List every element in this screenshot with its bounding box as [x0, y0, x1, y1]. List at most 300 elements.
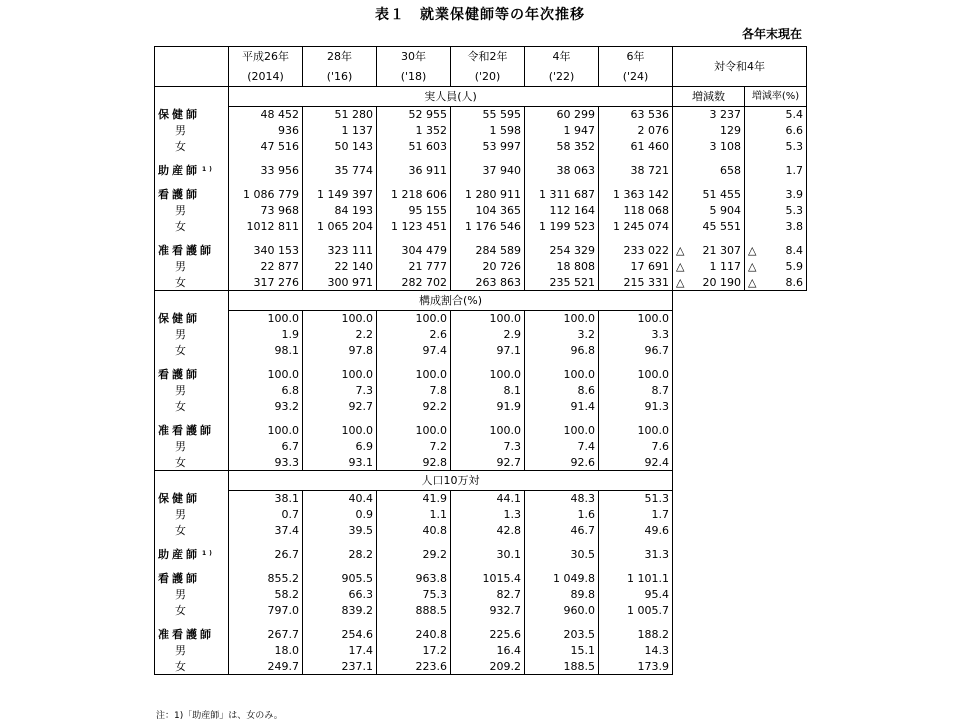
spacer-row	[155, 619, 807, 627]
spacer-cell	[599, 563, 673, 571]
table-row	[155, 343, 807, 359]
value-cell: 855.2	[229, 571, 303, 587]
value-cell: 55 595	[451, 107, 525, 123]
table-row	[155, 383, 807, 399]
spacer-cell	[303, 619, 377, 627]
value-cell: 104 365	[451, 203, 525, 219]
rate-value: 6.6	[785, 124, 803, 137]
year-sub-header: ('18)	[377, 67, 451, 87]
rate-value: 5.9	[785, 260, 803, 273]
year-sub-header: ('22)	[525, 67, 599, 87]
diff-value: 129	[720, 124, 741, 137]
year-header: 6年	[599, 47, 673, 67]
decrease-mark: △	[676, 260, 685, 273]
value-cell: 888.5	[377, 603, 451, 619]
spacer-cell	[303, 563, 377, 571]
table-row	[155, 163, 807, 179]
value-cell: 38 063	[525, 163, 599, 179]
value-cell: 31.3	[599, 547, 673, 563]
value-cell: 100.0	[229, 423, 303, 439]
spacer-cell	[303, 359, 377, 367]
value-cell: 39.5	[303, 523, 377, 539]
value-cell: 1 086 779	[229, 187, 303, 203]
value-cell: 40.8	[377, 523, 451, 539]
value-cell: 100.0	[599, 311, 673, 327]
value-cell: 300 971	[303, 275, 377, 291]
value-cell: 92.2	[377, 399, 451, 415]
value-cell: 100.0	[451, 311, 525, 327]
table-row	[155, 507, 807, 523]
value-cell: 203.5	[525, 627, 599, 643]
decrease-mark: △	[748, 260, 757, 273]
year-header: 令和2年	[451, 47, 525, 67]
diff-value: 51 455	[702, 188, 741, 201]
value-cell: 7.2	[377, 439, 451, 455]
section-title: 実人員(人)	[229, 87, 673, 107]
table-title: 表１ 就業保健師等の年次推移	[375, 7, 585, 23]
spacer-cell	[377, 619, 451, 627]
spacer-cell	[451, 563, 525, 571]
value-cell: 235 521	[525, 275, 599, 291]
row-label-text: 男	[175, 588, 186, 601]
table-row	[155, 603, 807, 619]
value-cell: 225.6	[451, 627, 525, 643]
row-label	[155, 311, 229, 327]
value-cell: 22 140	[303, 259, 377, 275]
diff-cell	[673, 219, 745, 235]
value-cell: 41.9	[377, 491, 451, 507]
spacer-cell	[155, 563, 229, 571]
value-cell: 2.9	[451, 327, 525, 343]
spacer-cell	[451, 359, 525, 367]
year-header: 28年	[303, 47, 377, 67]
rate-cell	[745, 139, 807, 155]
value-cell: 2.6	[377, 327, 451, 343]
value-cell: 52 955	[377, 107, 451, 123]
rate-cell	[745, 163, 807, 179]
footnote-marker: 1)	[202, 166, 215, 173]
value-cell: 92.7	[303, 399, 377, 415]
value-cell: 960.0	[525, 603, 599, 619]
diff-cell	[673, 203, 745, 219]
spacer-cell	[745, 179, 807, 187]
value-cell: 112 164	[525, 203, 599, 219]
value-cell: 44.1	[451, 491, 525, 507]
table-row	[155, 439, 807, 455]
spacer-cell	[525, 359, 599, 367]
row-label	[155, 367, 229, 383]
table-row	[155, 523, 807, 539]
row-label-text: 女	[175, 604, 186, 617]
value-cell: 1 123 451	[377, 219, 451, 235]
value-cell: 1.3	[451, 507, 525, 523]
row-label-text: 男	[175, 260, 186, 273]
table-row	[155, 643, 807, 659]
diff-value: 45 551	[702, 220, 741, 233]
value-cell: 92.8	[377, 455, 451, 471]
table-row	[155, 399, 807, 415]
diff-value: 3 237	[709, 108, 741, 122]
value-cell: 48 452	[229, 107, 303, 123]
value-cell: 26.7	[229, 547, 303, 563]
decrease-mark: △	[676, 275, 685, 289]
spacer-cell	[525, 619, 599, 627]
rate-value: 3.8	[785, 220, 803, 233]
value-cell: 237.1	[303, 659, 377, 675]
value-cell: 0.9	[303, 507, 377, 523]
value-cell: 22 877	[229, 259, 303, 275]
value-cell: 93.2	[229, 399, 303, 415]
value-cell: 1 101.1	[599, 571, 673, 587]
value-cell: 15.1	[525, 643, 599, 659]
compare-header: 対令和4年	[673, 47, 807, 87]
row-label	[155, 243, 229, 259]
spacer-cell	[155, 415, 229, 423]
row-label	[155, 383, 229, 399]
value-cell: 36 911	[377, 163, 451, 179]
value-cell: 6.9	[303, 439, 377, 455]
spacer-cell	[303, 235, 377, 243]
value-cell: 7.3	[303, 383, 377, 399]
row-label-text: 女	[175, 220, 186, 233]
diff-value: 3 108	[709, 140, 741, 153]
value-cell: 95 155	[377, 203, 451, 219]
row-label-text: 女	[175, 275, 186, 289]
spacer-cell	[599, 539, 673, 547]
value-cell: 100.0	[525, 311, 599, 327]
value-cell: 8.7	[599, 383, 673, 399]
value-cell: 282 702	[377, 275, 451, 291]
value-cell: 6.7	[229, 439, 303, 455]
section-title-row	[155, 291, 807, 311]
row-label-text: 女	[175, 140, 186, 153]
table-row	[155, 107, 807, 123]
row-label	[155, 603, 229, 619]
value-cell: 1012 811	[229, 219, 303, 235]
value-cell: 188.2	[599, 627, 673, 643]
spacer-cell	[377, 235, 451, 243]
spacer-cell	[525, 155, 599, 163]
value-cell: 75.3	[377, 587, 451, 603]
row-label	[155, 399, 229, 415]
diff-cell	[673, 163, 745, 179]
row-label-text: 保健師	[158, 492, 200, 505]
spacer-cell	[451, 155, 525, 163]
table-row	[155, 275, 807, 291]
row-label	[155, 507, 229, 523]
value-cell: 8.1	[451, 383, 525, 399]
spacer-cell	[599, 235, 673, 243]
decrease-mark: △	[748, 244, 757, 257]
value-cell: 839.2	[303, 603, 377, 619]
as-of-label: 各年末現在	[741, 27, 802, 41]
value-cell: 3.3	[599, 327, 673, 343]
row-label-text: 男	[175, 328, 186, 341]
row-label	[155, 659, 229, 675]
row-label-text: 看護師	[158, 188, 200, 201]
value-cell: 16.4	[451, 643, 525, 659]
table-row	[155, 547, 807, 563]
row-label-text: 女	[175, 400, 186, 413]
value-cell: 93.3	[229, 455, 303, 471]
row-label-text: 男	[175, 384, 186, 397]
value-cell: 37 940	[451, 163, 525, 179]
value-cell: 323 111	[303, 243, 377, 259]
row-label-text: 男	[175, 508, 186, 521]
value-cell: 61 460	[599, 139, 673, 155]
value-cell: 98.1	[229, 343, 303, 359]
value-cell: 82.7	[451, 587, 525, 603]
year-header: 4年	[525, 47, 599, 67]
value-cell: 1 049.8	[525, 571, 599, 587]
row-label	[155, 139, 229, 155]
spacer-cell	[525, 415, 599, 423]
table-row	[155, 139, 807, 155]
table-row	[155, 187, 807, 203]
value-cell: 317 276	[229, 275, 303, 291]
statistics-table	[154, 46, 807, 675]
diff-cell	[673, 139, 745, 155]
value-cell: 95.4	[599, 587, 673, 603]
row-label	[155, 123, 229, 139]
row-label	[155, 327, 229, 343]
value-cell: 2 076	[599, 123, 673, 139]
value-cell: 100.0	[303, 311, 377, 327]
value-cell: 1 149 397	[303, 187, 377, 203]
row-label	[155, 343, 229, 359]
row-label	[155, 627, 229, 643]
value-cell: 91.9	[451, 399, 525, 415]
value-cell: 7.6	[599, 439, 673, 455]
value-cell: 100.0	[303, 367, 377, 383]
row-label-text: 准看護師	[158, 628, 214, 641]
value-cell: 38.1	[229, 491, 303, 507]
row-label-text: 男	[175, 644, 186, 657]
spacer-cell	[155, 619, 229, 627]
diff-cell	[673, 123, 745, 139]
row-label-text: 助産師	[158, 548, 200, 561]
value-cell: 38 721	[599, 163, 673, 179]
value-cell: 50 143	[303, 139, 377, 155]
rate-value: 5.3	[785, 204, 803, 217]
spacer-cell	[229, 359, 303, 367]
value-cell: 3.2	[525, 327, 599, 343]
spacer-cell	[525, 563, 599, 571]
spacer-cell	[673, 235, 745, 243]
spacer-cell	[525, 179, 599, 187]
value-cell: 100.0	[377, 367, 451, 383]
value-cell: 97.1	[451, 343, 525, 359]
spacer-cell	[377, 179, 451, 187]
value-cell: 42.8	[451, 523, 525, 539]
value-cell: 18.0	[229, 643, 303, 659]
spacer-cell	[673, 179, 745, 187]
value-cell: 100.0	[229, 367, 303, 383]
diff-cell	[673, 275, 745, 291]
row-label	[155, 455, 229, 471]
value-cell: 6.8	[229, 383, 303, 399]
section-title-spacer	[155, 87, 229, 107]
year-header: 平成26年	[229, 47, 303, 67]
value-cell: 51 603	[377, 139, 451, 155]
value-cell: 29.2	[377, 547, 451, 563]
value-cell: 93.1	[303, 455, 377, 471]
table-row	[155, 367, 807, 383]
spacer-cell	[229, 415, 303, 423]
value-cell: 21 777	[377, 259, 451, 275]
value-cell: 40.4	[303, 491, 377, 507]
row-label	[155, 423, 229, 439]
diff-cell	[673, 243, 745, 259]
row-label-text: 女	[175, 455, 186, 469]
section-title-spacer	[155, 471, 229, 491]
value-cell: 33 956	[229, 163, 303, 179]
row-label	[155, 219, 229, 235]
value-cell: 936	[229, 123, 303, 139]
row-label	[155, 163, 229, 179]
value-cell: 100.0	[451, 367, 525, 383]
value-cell: 73 968	[229, 203, 303, 219]
value-cell: 100.0	[525, 367, 599, 383]
spacer-row	[155, 415, 807, 423]
year-sub-header: ('20)	[451, 67, 525, 87]
value-cell: 1 352	[377, 123, 451, 139]
spacer-cell	[303, 539, 377, 547]
value-cell: 28.2	[303, 547, 377, 563]
row-label	[155, 203, 229, 219]
rate-cell	[745, 259, 807, 275]
value-cell: 30.5	[525, 547, 599, 563]
spacer-cell	[599, 619, 673, 627]
value-cell: 1 280 911	[451, 187, 525, 203]
rate-cell	[745, 107, 807, 123]
spacer-cell	[599, 359, 673, 367]
value-cell: 1 199 523	[525, 219, 599, 235]
value-cell: 17.2	[377, 643, 451, 659]
table-row	[155, 423, 807, 439]
row-label	[155, 439, 229, 455]
row-label-text: 保健師	[158, 108, 200, 121]
value-cell: 1015.4	[451, 571, 525, 587]
value-cell: 63 536	[599, 107, 673, 123]
value-cell: 100.0	[229, 311, 303, 327]
table-row	[155, 571, 807, 587]
row-label-text: 看護師	[158, 572, 200, 585]
value-cell: 46.7	[525, 523, 599, 539]
header-row	[155, 47, 807, 67]
value-cell: 100.0	[377, 423, 451, 439]
row-label-text: 女	[175, 659, 186, 673]
spacer-cell	[451, 179, 525, 187]
value-cell: 797.0	[229, 603, 303, 619]
value-cell: 7.4	[525, 439, 599, 455]
spacer-cell	[377, 155, 451, 163]
row-label-text: 男	[175, 124, 186, 137]
row-label-text: 准看護師	[158, 244, 214, 257]
value-cell: 17.4	[303, 643, 377, 659]
table-row	[155, 123, 807, 139]
value-cell: 14.3	[599, 643, 673, 659]
value-cell: 284 589	[451, 243, 525, 259]
value-cell: 1 245 074	[599, 219, 673, 235]
value-cell: 84 193	[303, 203, 377, 219]
spacer-cell	[745, 155, 807, 163]
value-cell: 18 808	[525, 259, 599, 275]
diff-cell	[673, 107, 745, 123]
section-title: 構成割合(%)	[229, 291, 673, 311]
value-cell: 2.2	[303, 327, 377, 343]
spacer-cell	[303, 155, 377, 163]
value-cell: 92.7	[451, 455, 525, 471]
value-cell: 118 068	[599, 203, 673, 219]
row-label-text: 女	[175, 524, 186, 537]
table-row	[155, 311, 807, 327]
spacer-cell	[155, 359, 229, 367]
rate-value: 5.3	[785, 140, 803, 153]
diff-value: 21 307	[702, 244, 741, 257]
value-cell: 249.7	[229, 659, 303, 675]
value-cell: 233 022	[599, 243, 673, 259]
row-label	[155, 491, 229, 507]
diff-value: 658	[720, 164, 741, 177]
spacer-cell	[229, 179, 303, 187]
value-cell: 932.7	[451, 603, 525, 619]
spacer-cell	[155, 155, 229, 163]
row-label-text: 男	[175, 204, 186, 217]
table-row	[155, 455, 807, 471]
footnote-marker: 1)	[202, 550, 215, 557]
value-cell: 89.8	[525, 587, 599, 603]
spacer-cell	[525, 539, 599, 547]
value-cell: 188.5	[525, 659, 599, 675]
row-label-text: 女	[175, 344, 186, 357]
value-cell: 58.2	[229, 587, 303, 603]
value-cell: 91.4	[525, 399, 599, 415]
row-label	[155, 259, 229, 275]
value-cell: 100.0	[451, 423, 525, 439]
year-sub-header: ('24)	[599, 67, 673, 87]
row-label-text: 看護師	[158, 368, 200, 381]
spacer-cell	[303, 415, 377, 423]
diff-value: 20 190	[702, 275, 741, 289]
diff-value: 5 904	[709, 204, 741, 217]
value-cell: 100.0	[525, 423, 599, 439]
rate-cell	[745, 275, 807, 291]
rate-cell	[745, 203, 807, 219]
value-cell: 263 863	[451, 275, 525, 291]
spacer-cell	[377, 359, 451, 367]
decrease-mark: △	[676, 244, 685, 257]
value-cell: 0.7	[229, 507, 303, 523]
value-cell: 1.1	[377, 507, 451, 523]
value-cell: 1 176 546	[451, 219, 525, 235]
spacer-cell	[303, 179, 377, 187]
value-cell: 223.6	[377, 659, 451, 675]
value-cell: 215 331	[599, 275, 673, 291]
row-label-text: 男	[175, 440, 186, 453]
value-cell: 209.2	[451, 659, 525, 675]
rate-value: 3.9	[785, 188, 803, 201]
row-label-text: 准看護師	[158, 424, 214, 437]
spacer-cell	[451, 619, 525, 627]
value-cell: 1 311 687	[525, 187, 599, 203]
spacer-row	[155, 539, 807, 547]
value-cell: 1.9	[229, 327, 303, 343]
table-row	[155, 203, 807, 219]
value-cell: 100.0	[303, 423, 377, 439]
rate-value: 8.4	[785, 244, 803, 257]
value-cell: 240.8	[377, 627, 451, 643]
